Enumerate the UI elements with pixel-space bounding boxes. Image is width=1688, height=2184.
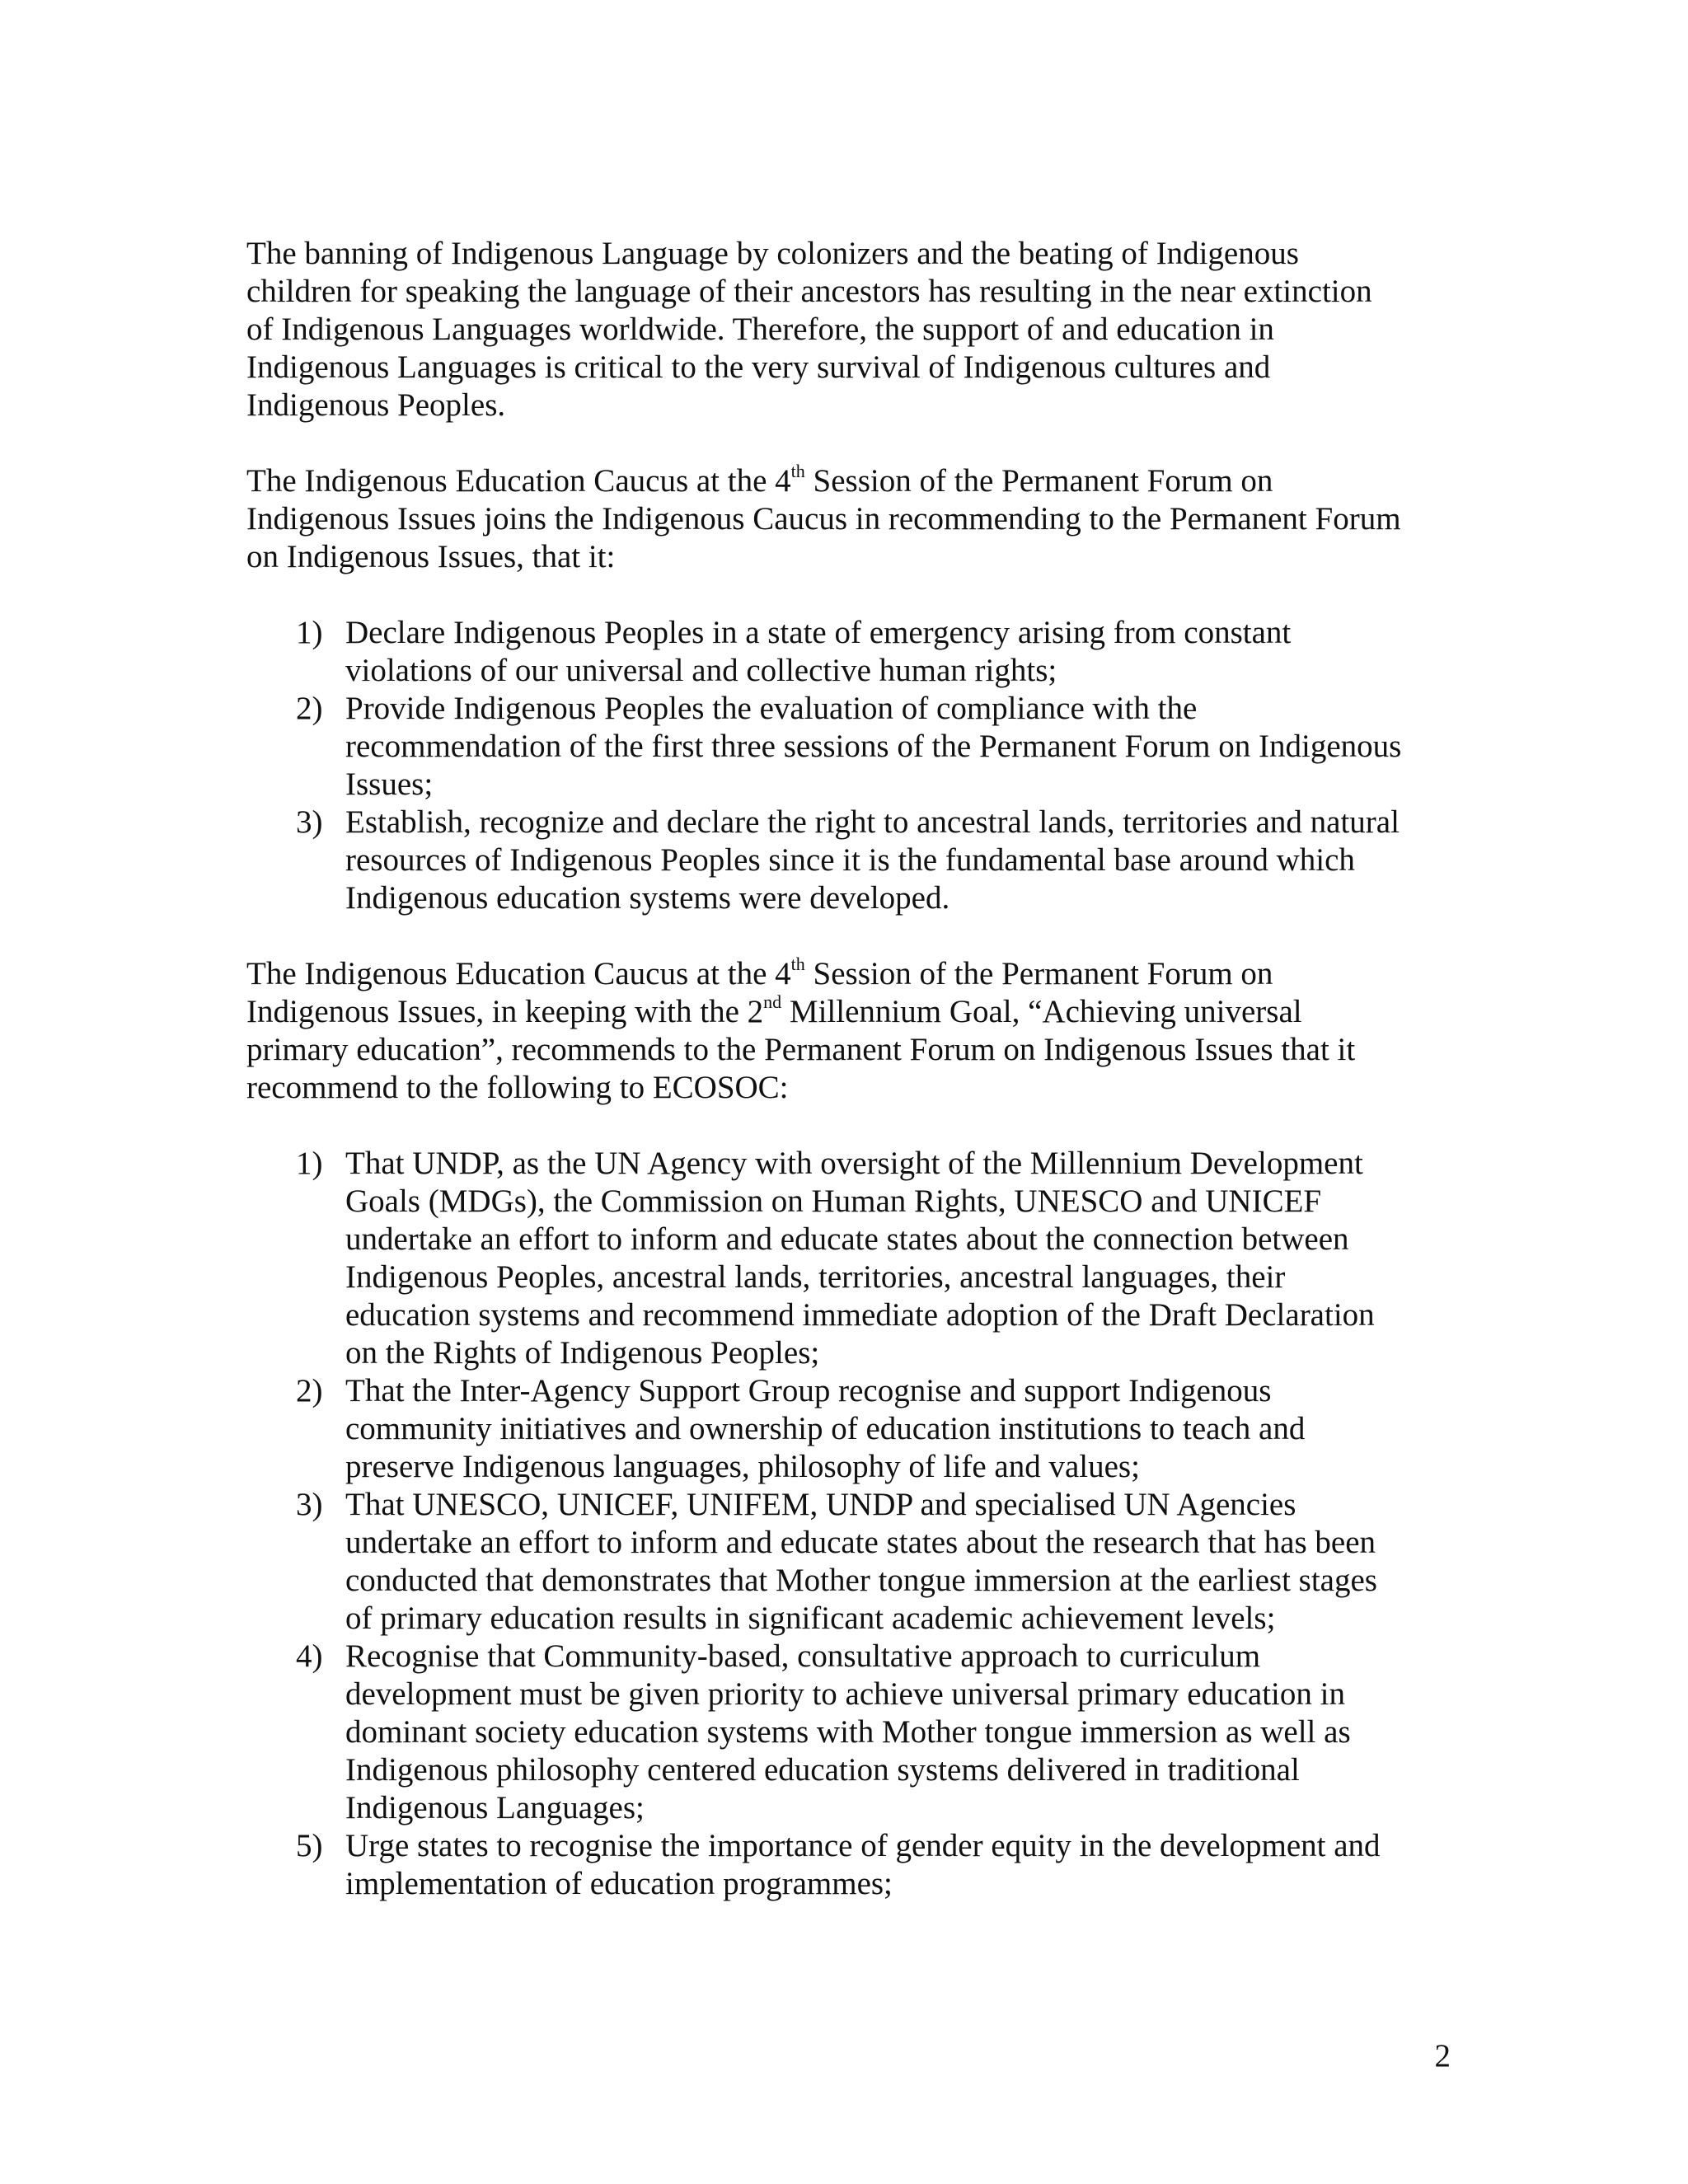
text-line: community initiatives and ownership of education institutions to teach and xyxy=(345,1411,1306,1446)
superscript: th xyxy=(790,461,805,481)
text-fragment: The Indigenous Education Caucus at the 4 xyxy=(246,463,791,499)
paragraph-language-banning xyxy=(246,235,1450,424)
page-number: 2 xyxy=(1434,2038,1451,2074)
text-fragment: The Indigenous Education Caucus at the 4 xyxy=(246,956,791,991)
text-line: on Indigenous Issues, that it: xyxy=(246,539,616,574)
text-line: Recognise that Community-based, consultative approach to curriculum xyxy=(345,1638,1261,1674)
text-line: of primary education results in significant academic achievement levels; xyxy=(345,1601,1276,1636)
text-line: Indigenous Issues joins the Indigenous Caucus in recommending to the Permanent Forum xyxy=(246,501,1401,537)
text-line: preserve Indigenous languages, philosophy of life and values; xyxy=(345,1449,1140,1484)
text-line: conducted that demonstrates that Mother tongue immersion at the earliest stages xyxy=(345,1563,1377,1598)
text-line: Urge states to recognise the importance of gender equity in the development and xyxy=(345,1828,1381,1863)
text-line: Provide Indigenous Peoples the evaluation of compliance with the xyxy=(345,691,1198,726)
list-item xyxy=(246,614,1450,690)
list-number: 3) xyxy=(296,804,323,840)
text-line: Indigenous Languages is critical to the very survival of Indigenous cultures and xyxy=(246,349,1271,385)
document-body xyxy=(246,235,1450,1941)
paragraph-millennium-goal xyxy=(246,955,1450,1107)
text-line: on the Rights of Indigenous Peoples; xyxy=(345,1335,820,1371)
list-item xyxy=(246,1638,1450,1827)
text-line: undertake an effort to inform and educate states about the research that has been xyxy=(345,1525,1376,1560)
text-line: resources of Indigenous Peoples since it is the fundamental base around which xyxy=(345,842,1355,878)
list-item xyxy=(246,1827,1450,1903)
superscript: th xyxy=(790,954,805,974)
text-line: Indigenous Peoples, ancestral lands, territories, ancestral languages, their xyxy=(345,1259,1286,1295)
text-line: Indigenous philosophy centered education systems delivered in traditional xyxy=(345,1752,1300,1788)
text-line: violations of our universal and collective human rights; xyxy=(345,653,1057,688)
text-line: recommendation of the first three sessions of the Permanent Forum on Indigenous xyxy=(345,729,1402,764)
list-number: 1) xyxy=(296,615,323,650)
paragraph-caucus-recommendation xyxy=(246,462,1450,576)
list-number: 1) xyxy=(296,1146,323,1181)
list-item xyxy=(246,1372,1450,1486)
text-line: recommend to the following to ECOSOC: xyxy=(246,1070,789,1105)
list-item xyxy=(246,1145,1450,1372)
list-item xyxy=(246,690,1450,804)
text-line: The banning of Indigenous Language by colonizers and the beating of Indigenous xyxy=(246,236,1299,271)
superscript: nd xyxy=(763,991,782,1012)
list-number: 2) xyxy=(296,1373,323,1408)
list-number: 3) xyxy=(296,1487,323,1522)
text-line: development must be given priority to achieve universal primary education in xyxy=(345,1676,1345,1712)
list-number: 5) xyxy=(296,1828,323,1863)
text-line xyxy=(246,955,1450,993)
text-line: Issues; xyxy=(345,766,434,802)
text-line: Indigenous Peoples. xyxy=(246,387,506,423)
text-line: Indigenous Languages; xyxy=(345,1790,645,1825)
text-line: That UNESCO, UNICEF, UNIFEM, UNDP and specialised UN Agencies xyxy=(345,1487,1296,1522)
text-line: undertake an effort to inform and educate states about the connection between xyxy=(345,1221,1349,1257)
text-fragment: Session of the Permanent Forum on xyxy=(804,463,1273,499)
text-line: Indigenous education systems were developed. xyxy=(345,880,950,916)
recommendation-list-ecosoc xyxy=(246,1145,1450,1903)
text-line: That the Inter-Agency Support Group recognise and support Indigenous xyxy=(345,1373,1272,1408)
text-line: children for speaking the language of their ancestors has resulting in the near extinction xyxy=(246,274,1372,309)
text-line: primary education”, recommends to the Permanent Forum on Indigenous Issues that it xyxy=(246,1032,1356,1067)
recommendation-list-forum xyxy=(246,614,1450,917)
text-line: dominant society education systems with Mother tongue immersion as well as xyxy=(345,1714,1351,1750)
text-line: Establish, recognize and declare the right to ancestral lands, territories and natural xyxy=(345,804,1400,840)
list-item xyxy=(246,1486,1450,1638)
text-line: of Indigenous Languages worldwide. Therefore, the support of and education in xyxy=(246,312,1274,347)
text-line: Goals (MDGs), the Commission on Human Rights, UNESCO and UNICEF xyxy=(345,1183,1322,1219)
text-line: implementation of education programmes; xyxy=(345,1866,893,1901)
text-fragment: Session of the Permanent Forum on xyxy=(804,956,1273,991)
text-fragment: Millennium Goal, “Achieving universal xyxy=(781,994,1302,1029)
text-line: education systems and recommend immediate adoption of the Draft Declaration xyxy=(345,1297,1375,1333)
text-line: Declare Indigenous Peoples in a state of emergency arising from constant xyxy=(345,615,1292,650)
list-number: 4) xyxy=(296,1638,323,1674)
list-number: 2) xyxy=(296,691,323,726)
text-line xyxy=(246,993,1450,1031)
list-item xyxy=(246,804,1450,917)
text-fragment: Indigenous Issues, in keeping with the 2 xyxy=(246,994,764,1029)
text-line xyxy=(246,462,1450,500)
text-line: That UNDP, as the UN Agency with oversight of the Millennium Development xyxy=(345,1146,1363,1181)
